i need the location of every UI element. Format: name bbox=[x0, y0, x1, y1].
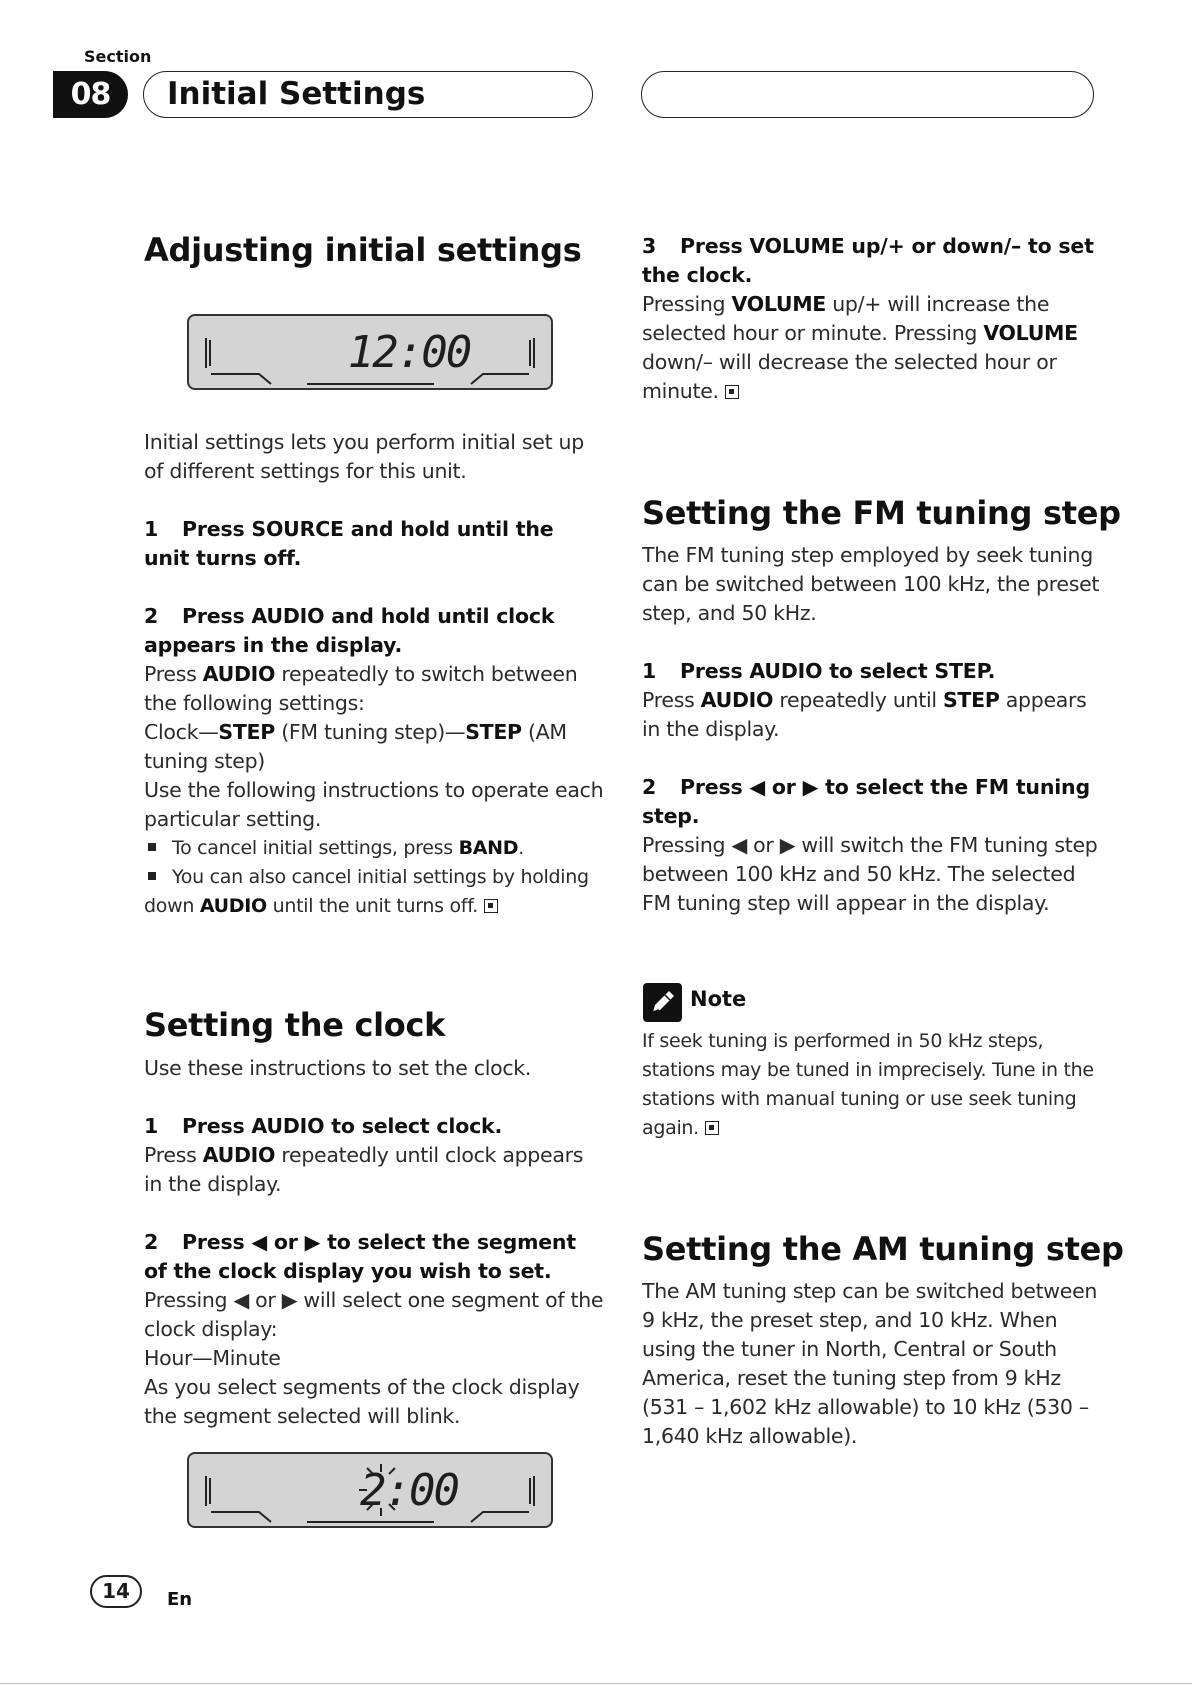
instructions-paragraph: Use the following instructions to operate each particular setting. bbox=[144, 778, 604, 831]
language-code: En bbox=[167, 1589, 193, 1610]
fm-step-2-heading: 2 Press ◀ or ▶ to select the FM tuning step. bbox=[642, 775, 1090, 828]
note-label: Note bbox=[690, 987, 747, 1011]
blink-paragraph: As you select segments of the clock display the segment selected will blink. bbox=[144, 1375, 580, 1428]
settings-sequence: Clock—STEP (FM tuning step)—STEP (AM tuning step) bbox=[144, 720, 567, 773]
bullet-marker bbox=[148, 872, 156, 880]
step-1-heading: 1 Press SOURCE and hold until the unit turns off. bbox=[144, 517, 554, 570]
section-number: 08 bbox=[53, 71, 128, 118]
end-mark-icon bbox=[484, 899, 498, 913]
bullet-marker bbox=[148, 843, 156, 851]
clock-step-2-body: Pressing ◀ or ▶ will select one segment of the clock display: bbox=[144, 1288, 604, 1341]
clock-step-1-body: Press AUDIO repeatedly until clock appears in the display. bbox=[144, 1143, 584, 1196]
bullet-cancel-audio: You can also cancel initial settings by holding down AUDIO until the unit turns off. bbox=[144, 866, 589, 917]
adjusting-body bbox=[144, 428, 604, 921]
lcd-readout-blinking: 2:00 bbox=[360, 1465, 458, 1516]
bullet-cancel-band: To cancel initial settings, press BAND. bbox=[144, 834, 604, 863]
am-body bbox=[642, 1277, 1102, 1451]
section-title: Initial Settings bbox=[167, 76, 426, 112]
clock-body bbox=[144, 1054, 604, 1431]
lcd-display-2 bbox=[187, 1452, 553, 1528]
note-pencil-icon bbox=[643, 983, 682, 1022]
fm-body bbox=[642, 541, 1102, 918]
lcd-readout: 12:00 bbox=[347, 327, 471, 378]
blank-header-frame bbox=[641, 71, 1094, 118]
heading-clock: Setting the clock bbox=[144, 1006, 446, 1044]
clock-step-3-body: Pressing VOLUME up/+ will increase the selected hour or minute. Pressing VOLUME down/– will decrease the selected hour or minute. bbox=[642, 292, 1078, 403]
hour-minute-sequence: Hour—Minute bbox=[144, 1346, 281, 1370]
clock-step-2-heading: 2 Press ◀ or ▶ to select the segment of the clock display you wish to set. bbox=[144, 1230, 576, 1283]
step-2-body: Press AUDIO repeatedly to switch between the following settings: bbox=[144, 662, 578, 715]
heading-am-tuning-step: Setting the AM tuning step bbox=[642, 1230, 1124, 1268]
end-mark-icon bbox=[725, 385, 739, 399]
note-body bbox=[642, 1027, 1102, 1143]
intro-paragraph: Initial settings lets you perform initial set up of different settings for this unit. bbox=[144, 430, 584, 483]
fm-step-1-heading: 1 Press AUDIO to select STEP. bbox=[642, 659, 996, 683]
note-text: If seek tuning is performed in 50 kHz steps, stations may be tuned in imprecisely. Tune in the stations with manual tuning or use seek tuning again. bbox=[642, 1030, 1094, 1139]
clock-step-1-heading: 1 Press AUDIO to select clock. bbox=[144, 1114, 503, 1138]
end-mark-icon bbox=[705, 1121, 719, 1135]
step-2-heading: 2 Press AUDIO and hold until clock appears in the display. bbox=[144, 604, 555, 657]
clock-step-3 bbox=[642, 232, 1102, 406]
page-number: 14 bbox=[90, 1575, 142, 1608]
section-label: Section bbox=[84, 47, 152, 66]
am-paragraph: The AM tuning step can be switched between 9 kHz, the preset step, and 10 kHz. When using the tuner in North, Central or South America, reset the tuning step from 9 kHz (531 – 1,602 kHz allowable) to 10 kHz (530 – 1,640 kHz allowable). bbox=[642, 1279, 1098, 1448]
heading-fm-tuning-step: Setting the FM tuning step bbox=[642, 494, 1121, 532]
clock-step-3-heading: 3 Press VOLUME up/+ or down/– to set the clock. bbox=[642, 234, 1094, 287]
heading-adjusting: Adjusting initial settings bbox=[144, 231, 582, 269]
lcd-display-1 bbox=[187, 314, 553, 390]
fm-intro: The FM tuning step employed by seek tuning can be switched between 100 kHz, the preset step, and 50 kHz. bbox=[642, 543, 1100, 625]
fm-step-2-body: Pressing ◀ or ▶ will switch the FM tuning step between 100 kHz and 50 kHz. The selected FM tuning step will appear in the display. bbox=[642, 833, 1098, 915]
fm-step-1-body: Press AUDIO repeatedly until STEP appears in the display. bbox=[642, 688, 1087, 741]
clock-intro: Use these instructions to set the clock. bbox=[144, 1056, 532, 1080]
bottom-rule bbox=[0, 1683, 1192, 1684]
